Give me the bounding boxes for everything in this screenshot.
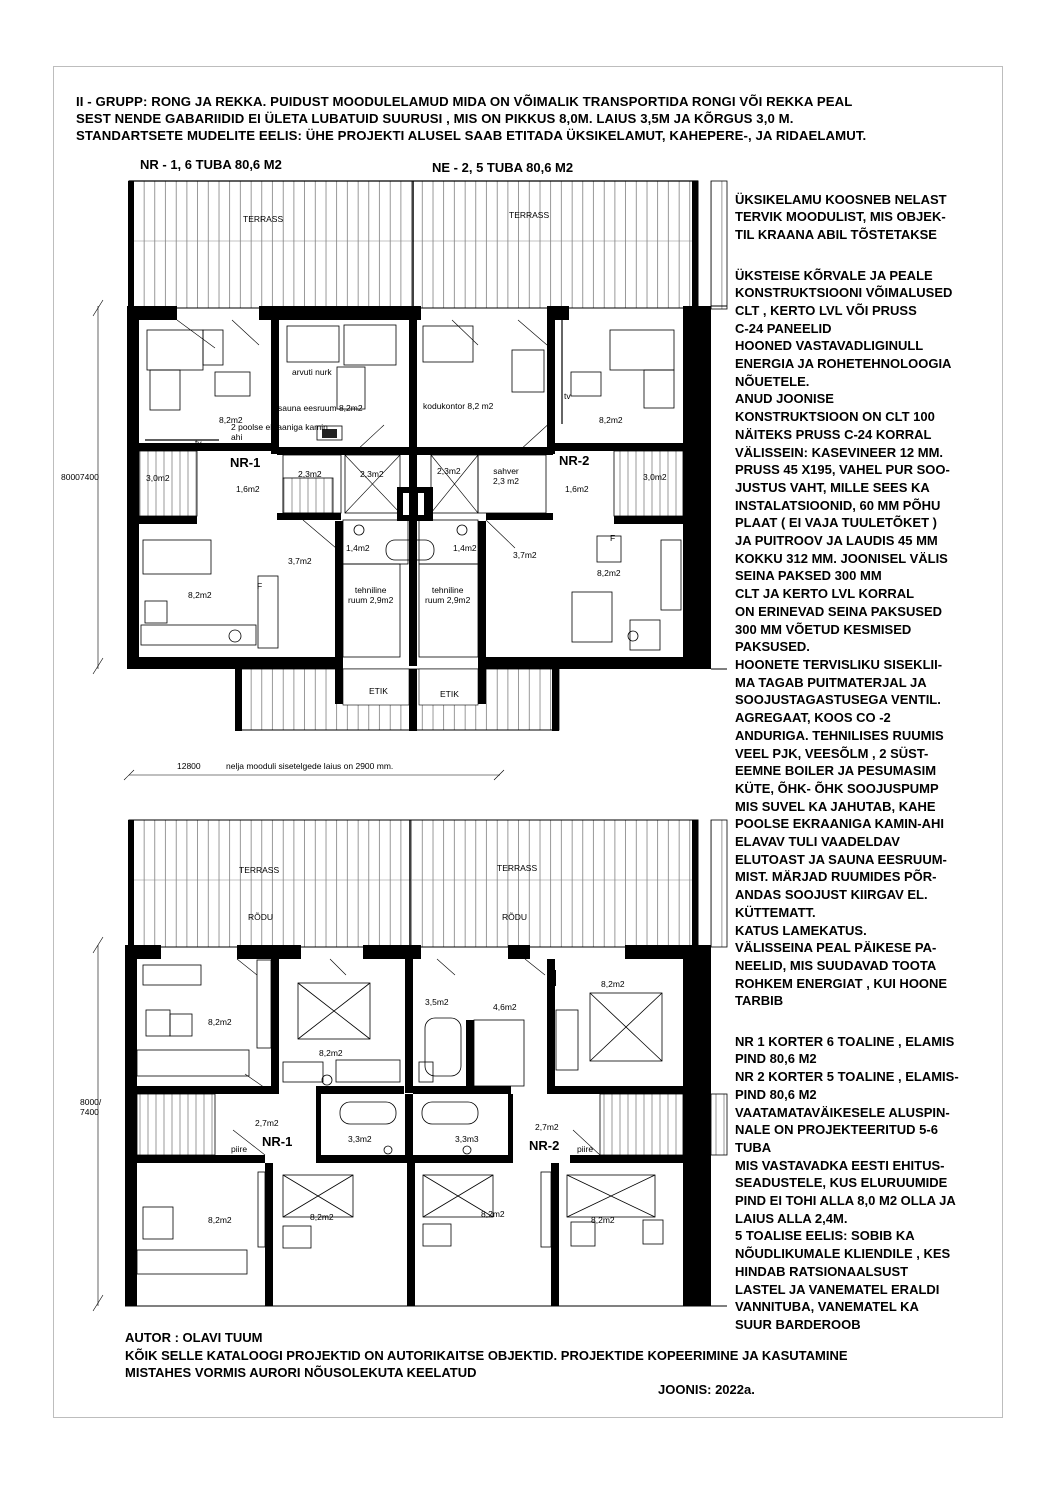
upper-terrace-left-label: TERRASS xyxy=(239,865,280,875)
hall-area-label: 2,7m2 xyxy=(255,1118,279,1128)
header-text: II - GRUPP: RONG JA REKKA. PUIDUST MOODULELAMUD MIDA ON VÕIMALIK TRANSPORTIDA RONGI VÕI REKKA PEAL SEST NENDE GABARIIDID EI ÜLETA LUBATUID SUURUSI , MIS ON PIKKUS 8,0M. LAIUS 3,5M JA KÕRGUS 3,0 M. STANDARTSETE MUDELITE EELIS: ÜHE PROJEKTI ALUSEL SAAB ETITADA ÜKSIKELAMUT, KAHEPERE-, JA RIDAELAMUT. xyxy=(76,94,867,143)
kodukontor-label: kodukontor 8,2 m2 xyxy=(423,401,494,411)
bath-area-label: 3,3m2 xyxy=(348,1134,372,1144)
nr1-label: NR-1 xyxy=(262,1134,293,1149)
sauna-area-label: 2,3m2 xyxy=(360,469,384,479)
room-area-label: 8,2m2 xyxy=(188,590,212,600)
upper-terrace-right-label: TERRASS xyxy=(497,863,538,873)
notes-paragraph: ÜKSIKELAMU KOOSNEB NELAST TERVIK MOODULIST, MIS OBJEK- TIL KRAANA ABIL TÕSTETAKSE xyxy=(735,191,947,243)
notes-paragraph: ÜKSTEISE KÕRVALE JA PEALE KONSTRUKTSIOONI VÕIMALUSED CLT , KERTO LVL VÕI PRUSS C-24 PANEELID HOONED VASTAVADLIGINULL ENERGIA JA ROHETEHNOLOOGIA NÕUETELE. ANUD JOONISE KONSTRUKTSIOON ON CLT 100 NÄITEKS PRUSS C-24 KORRAL VÄLISSEIN: KASEVINEER 12 MM. PRUSS 45 X195, VAHEL PUR SOO- JUSTUS VAHT, MILLE SEES KA INSTALATSIOONID, 60 MM PÕHU PLAAT ( EI VAJA TUULETÕKET ) JA PUITROOV JA LAUDIS 45 MM KOKKU 312 MM. JOONISEL VÄLIS SEINA PAKSED 300 MM CLT JA KERTO LVL KORRAL ON ERINEVAD SEINA PAKSUSED 300 MM VÕETUD KESMISED PAKSUSED. HOONETE TERVISLIKU SISEKLII- MA TAGAB PUITMATERJAL JA SOOJUSTAGASTUSEGA VENTIL. AGREGAAT, KOOS CO -2 ANDURIGA. TEHNILISES RUUMIS VEEL PJK, VEESÕLM , 2 SÜST- EEMNE BOILER JA PESUMASIM KÜTE, ÕHK- ÕHK SOOJUSPUMP MIS SUVEL KA JAHUTAB, KAHE POOLSE EKRAANIGA KAMIN-AHI ELAVAV TULI VAADELDAV ELUTOAST JA SAUNA EESRUUM- MIST. MÄRJAD RUUMIDES PÕR- ANDAS SOOJUST KIIRGAV EL. KÜTTEMATT. KATUS LAMEKATUS. VÄLISSEINA PEAL PÄIKESE PA- NEELID, MIS SUUDAVAD TOOTA ROHKEM ENERGIAT , KUI HOONE TARBIB xyxy=(735,267,953,1009)
corridor-area-label: 3,7m2 xyxy=(513,550,537,560)
room-area-label: 8,2m2 xyxy=(208,1017,232,1027)
ground-width-note: nelja mooduli sisetelgede laius on 2900 mm. xyxy=(226,761,394,771)
unit1-title: NR - 1, 6 TUBA 80,6 M2 xyxy=(140,157,282,172)
ground-height-dimension: 80007400 xyxy=(61,472,99,482)
kamin-label: 2 poolse ekraaniga kamin ahi xyxy=(231,422,328,442)
room-area-label: 8,2m2 xyxy=(481,1209,505,1219)
room-area-label: 8,2m2 xyxy=(597,568,621,578)
tech-room-label: tehniline ruum 2,9m2 xyxy=(348,585,394,605)
rodu-label: RÕDU xyxy=(248,912,274,922)
piire-label: piire xyxy=(231,1144,248,1154)
room-area-label: 8,2m2 xyxy=(591,1215,615,1225)
upper-floor-plan xyxy=(93,820,727,1311)
room-area-label: 8,2m2 xyxy=(601,979,625,989)
etik-label: ETIK xyxy=(440,689,459,699)
etik-label: ETIK xyxy=(369,686,388,696)
wc-area-label: 1,4m2 xyxy=(453,543,477,553)
sauna-eesruum-label: sauna eesruum 8,2m2 xyxy=(278,403,363,413)
stair-area-label: 3,0m2 xyxy=(146,473,170,483)
notes-paragraph: NR 1 KORTER 6 TOALINE , ELAMIS PIND 80,6 M2 NR 2 KORTER 5 TOALINE , ELAMIS- PIND 80,6 M2 VAATAMATAVÄIKESELE ALUSPIN- NALE ON PROJEKTEERITUD 5-6 TUBA MIS VASTAVADKA EESTI EHITUS- SEADUSTELE, KUS ELURUUMIDE PIND EI TOHI ALLA 8,0 M2 OLLA JA LAIUS ALLA 2,4M. 5 TOALISE EELIS: SOBIB KA NÕUDLIKUMALE KLIENDILE , KES HINDAB RATSIONAALSUST LASTEL JA VANEMATEL ERALDI VANNITUBA, VANEMATEL KA SUUR BARDEROOB xyxy=(735,1033,959,1332)
room-area-label: 8,2m2 xyxy=(310,1212,334,1222)
ground-terrace-left-label: TERRASS xyxy=(243,214,284,224)
stair-area-label: 3,0m2 xyxy=(643,472,667,482)
tech-room-label: tehniline ruum 2,9m2 xyxy=(425,585,471,605)
room-area-label: 8,2m2 xyxy=(208,1215,232,1225)
room-area-label: 8,2m2 xyxy=(219,415,243,425)
sauna-area-label: 2,3m2 xyxy=(298,469,322,479)
fridge-label: F xyxy=(257,581,263,591)
hall-area-label: 1,6m2 xyxy=(565,484,589,494)
upper-height-dimension: 8000/ 7400 xyxy=(80,1097,102,1117)
hall-area-label: 2,7m2 xyxy=(535,1122,559,1132)
corridor-area-label: 3,7m2 xyxy=(288,556,312,566)
rodu-label: RÕDU xyxy=(502,912,528,922)
footer-text: AUTOR : OLAVI TUUM KÕIK SELLE KATALOOGI PROJEKTID ON AUTORIKAITSE OBJEKTID. PROJEKTIDE KOPEERIMINE JA KASUTAMINE MISTAHES VORMIS AURORI NÕUSOLEKUTA KEELATUD xyxy=(125,1330,848,1380)
hall-area-label: 1,6m2 xyxy=(236,484,260,494)
ground-width-dimension: 12800 xyxy=(177,761,201,771)
piire-label: piire xyxy=(577,1144,594,1154)
bath-area-label: 3,5m2 xyxy=(425,997,449,1007)
nr2-label: NR-2 xyxy=(529,1138,560,1153)
tv-right-label: tv xyxy=(564,391,571,401)
sauna-area-label: 2,3m2 xyxy=(437,466,461,476)
drawing-number: JOONIS: 2022a. xyxy=(658,1382,755,1397)
wardrobe-area-label: 4,6m2 xyxy=(493,1002,517,1012)
ground-floor-plan xyxy=(93,181,727,780)
arvuti-nurk-label: arvuti nurk xyxy=(292,367,332,377)
wc-area-label: 1,4m2 xyxy=(346,543,370,553)
unit2-title: NE - 2, 5 TUBA 80,6 M2 xyxy=(432,160,574,175)
nr1-label: NR-1 xyxy=(230,455,261,470)
room-area-label: 8,2m2 xyxy=(599,415,623,425)
ground-terrace-right-label: TERRASS xyxy=(509,210,550,220)
notes-column xyxy=(735,173,1000,1356)
nr2-label: NR-2 xyxy=(559,453,590,468)
room-area-label: 8,2m2 xyxy=(319,1048,343,1058)
fridge-label: F xyxy=(610,533,616,543)
tv-left-label: tv xyxy=(195,438,202,448)
bath-area-label: 3,3m3 xyxy=(455,1134,479,1144)
sahver-label: sahver 2,3 m2 xyxy=(493,466,519,486)
